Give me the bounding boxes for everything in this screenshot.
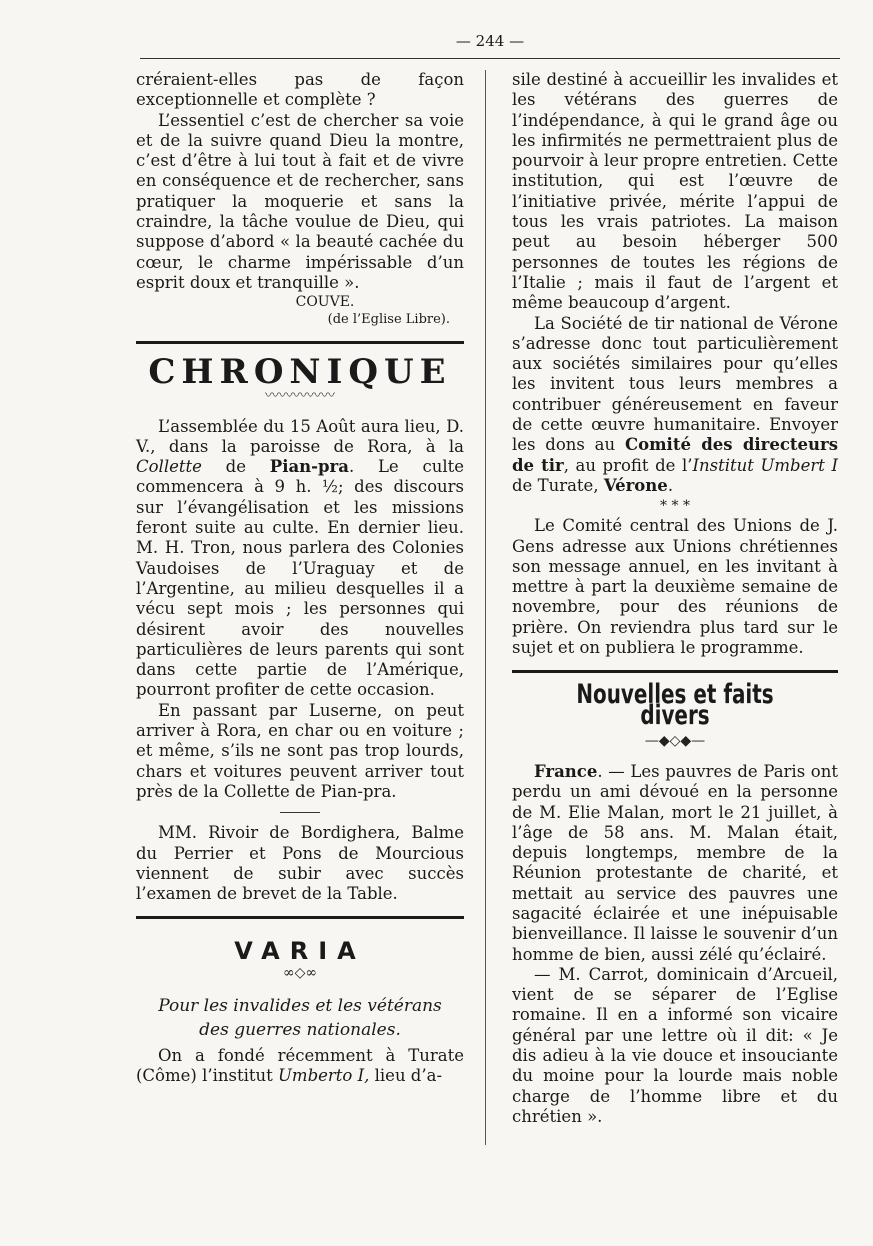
varia-ornament: ∞◇∞ [282,964,318,981]
nouvelles-title: Nouvelles et faits divers [576,679,774,731]
paragraph-turate: On a fondé récemment à Turate (Côme) l’institut Umberto I, lieu d’a- [136,1045,464,1085]
paragraph-unions: Le Comité central des Unions de J. Gens adresse aux Unions chrétiennes son message annuel, en les invitant à mettre à part la deuxième semaine de novembre, pour des réunions de prière. On reviendra plus tard sur le sujet et on publiera le programme. [512,516,838,658]
signature-name: COUVE. [295,294,355,311]
paragraph-carrot: — M. Carrot, dominicain d’Arcueil, vient de se séparer de l’Eglise romaine. Il en a informé son vicaire général par une lettre où il dit: « Je dis adieu à la vie douce et insouciante du moine pour la lourde mais noble charge de l’homme libre et du chrétien ». [512,964,838,1126]
paragraph-luserne: En passant par Luserne, on peut arriver à Rora, en char ou en voiture ; et même, s’ils ne sont pas trop lourds, chars et voitures peuvent arriver tout près de la Collette de Pian-pra. [136,700,464,801]
column-divider [485,70,486,1145]
chronique-title: CHRONIQUE [148,352,452,393]
paragraph-asile: sile destiné à accueillir les invalides et les vétérans des guerres de l’indépendance, à qui le grand âge ou les infirmités ne permettraient plus de pourvoir à leur propre entretien. Cette institution, qui est l’œuvre de l’initiative privée, mérite l’appui de tous les vrais patriotes. La maison peut au besoin héberger 500 personnes de toutes les régions de l’Italie ; mais il faut de l’argent et même beaucoup d’argent. [512,70,838,313]
nouvelles-ornament: —◆◇◆— [644,732,706,749]
varia-title: VARIA [234,937,366,966]
paragraph-essential: L’essentiel c’est de chercher sa voie et de la suivre quand Dieu la montre, c’est d’être à lui tout à fait et de vivre en conséquence et de rechercher, sans pratiquer la moquerie et sans la craindre, la tâche voulue de Dieu, qui suppose d’abord « la beauté cachée du cœur, le charme impérissable d’un esprit doux et tranquille ». [136,110,464,292]
right-column [512,70,838,1127]
signature-source: (de l’Eglise Libre). [327,312,450,328]
left-column [136,70,464,1086]
asterism: * * * [660,498,690,515]
paragraph-exam: MM. Rivoir de Bordighera, Balme du Perrier et Pons de Mourcious viennent de subir avec succès l’examen de brevet de la Table. [136,823,464,904]
varia-subtitle-line1: Pour les invalides et les vétérans [158,995,442,1016]
section-rule [136,916,464,919]
chronique-ornament: 〰〰〰〰〰 [265,387,335,404]
varia-subtitle-line2: des guerres nationales. [199,1019,401,1040]
paragraph-verone: La Société de tir national de Vérone s’adresse donc tout particulièrement aux sociétés similaires pour qu’elles les invitent tous leurs membres a contribuer généreusement en faveur de cette œuvre humanitaire. Envoyer les dons au Comité des directeurs de tir, au profit de l’Institut Umbert I de Turate, Vérone. [512,313,838,495]
paragraph-continued: créraient-elles pas de façon exceptionnelle et complète ? [136,70,464,110]
section-rule [512,670,838,673]
paragraph-france: France. — Les pauvres de Paris ont perdu un ami dévoué en la personne de M. Elie Malan, mort le 21 juillet, à l’âge de 58 ans. M. Malan était, depuis longtemps, membre de la Réunion protestante de charité, et mettait au service des pauvres une sagacité éclairée et une inépuisable bienveillance. Il laisse le souvenir d’un homme de bien, aussi zélé qu’éclairé. [512,761,838,964]
page-number: — 244 — [455,32,525,50]
short-rule [280,812,320,813]
section-rule [136,341,464,344]
header-rule [140,58,840,59]
paragraph-assembly: L’assemblée du 15 Août aura lieu, D. V., dans la paroisse de Rora, à la Collette de Pian-pra. Le culte commencera à 9 h. ½; des discours sur l’évangélisation et les missions feront suite au culte. En dernier lieu. M. H. Tron, nous parlera des Colonies Vaudoises de l’Uraguay et de l’Argentine, au milieu desquelles il a vécu sept mois ; les personnes qui désirent avoir des nouvelles particulières de leurs parents qui sont dans cette partie de l’Amérique, pourront profiter de cette occasion. [136,416,464,700]
